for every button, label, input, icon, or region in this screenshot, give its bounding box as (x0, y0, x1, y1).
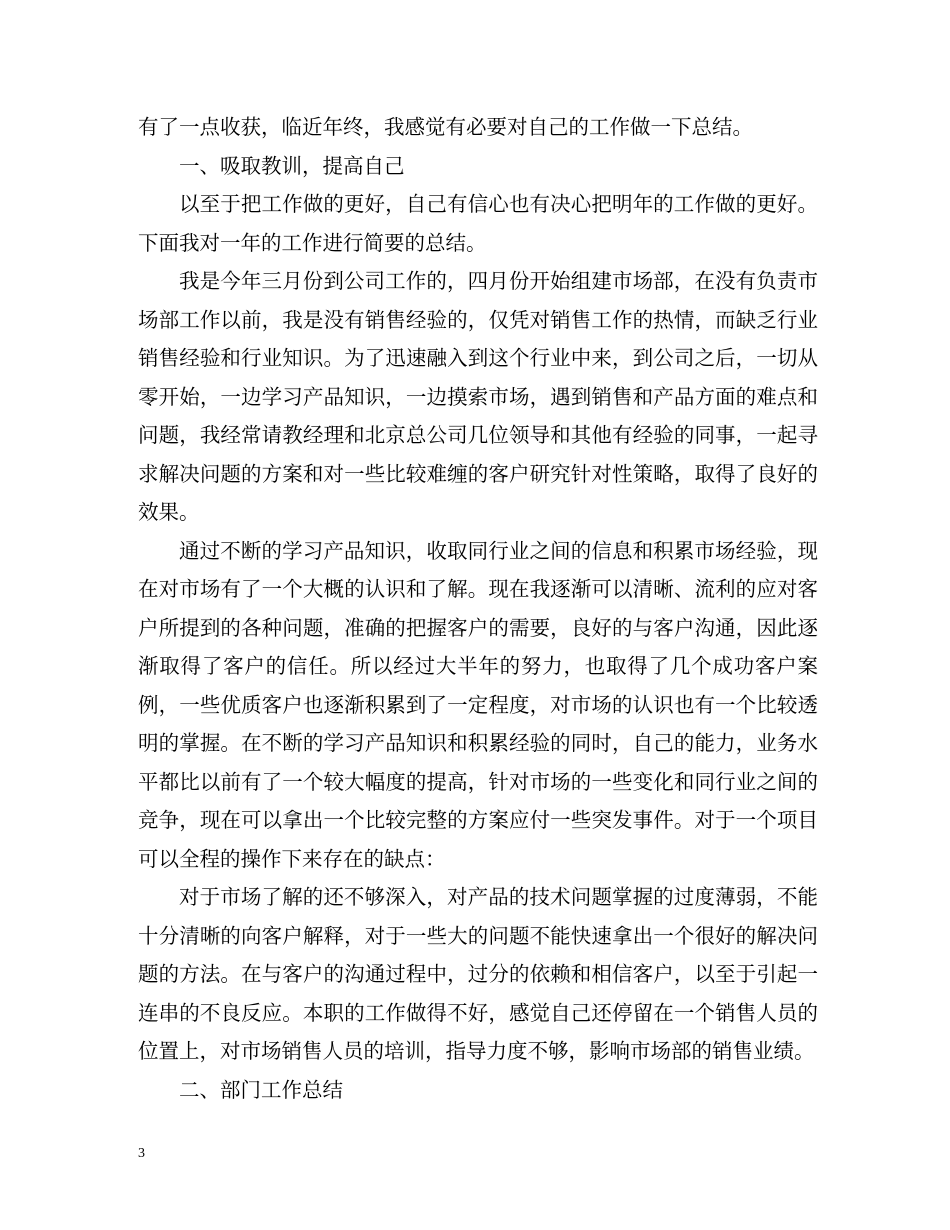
paragraph-shortcomings: 对于市场了解的还不够深入，对产品的技术问题掌握的过度薄弱，不能十分清晰的向客户解释，对于一些大的问题不能快速拿出一个很好的解决问题的方法。在与客户的沟通过程中，过分的依赖和相信客户，以至于引起一连串的不良反应。本职的工作做得不好，感觉自己还停留在一个销售人员的位置上，对市场销售人员的培训，指导力度不够，影响市场部的销售业绩。 (138, 885, 818, 1063)
paragraph-intro: 以至于把工作做的更好，自己有信心也有决心把明年的工作做的更好。下面我对一年的工作进行简要的总结。 (138, 192, 818, 255)
document-body (138, 108, 818, 1109)
section-heading-2: 二、部门工作总结 (179, 1077, 343, 1102)
section-heading-1: 一、吸取教训，提高自己 (179, 153, 405, 178)
paragraph-background: 我是今年三月份到公司工作的，四月份开始组建市场部，在没有负责市场部工作以前，我是没有销售经验的，仅凭对销售工作的热情，而缺乏行业销售经验和行业知识。为了迅速融入到这个行业中来，到公司之后，一切从零开始，一边学习产品知识，一边摸索市场，遇到销售和产品方面的难点和问题，我经常请教经理和北京总公司几位领导和其他有经验的同事，一起寻求解决问题的方案和对一些比较难缠的客户研究针对性策略，取得了良好的效果。 (138, 269, 818, 524)
page-number: 3 (138, 1146, 145, 1161)
paragraph-progress: 通过不断的学习产品知识，收取同行业之间的信息和积累市场经验，现在对市场有了一个大概的认识和了解。现在我逐渐可以清晰、流利的应对客户所提到的各种问题，准确的把握客户的需要，良好的与客户沟通，因此逐渐取得了客户的信任。所以经过大半年的努力，也取得了几个成功客户案例，一些优质客户也逐渐积累到了一定程度，对市场的认识也有一个比较透明的掌握。在不断的学习产品知识和积累经验的同时，自己的能力，业务水平都比以前有了一个较大幅度的提高，针对市场的一些变化和同行业之间的竞争，现在可以拿出一个比较完整的方案应付一些突发事件。对于一个项目可以全程的操作下来存在的缺点： (138, 538, 818, 871)
paragraph-opening-line: 有了一点收获，临近年终，我感觉有必要对自己的工作做一下总结。 (138, 115, 753, 139)
